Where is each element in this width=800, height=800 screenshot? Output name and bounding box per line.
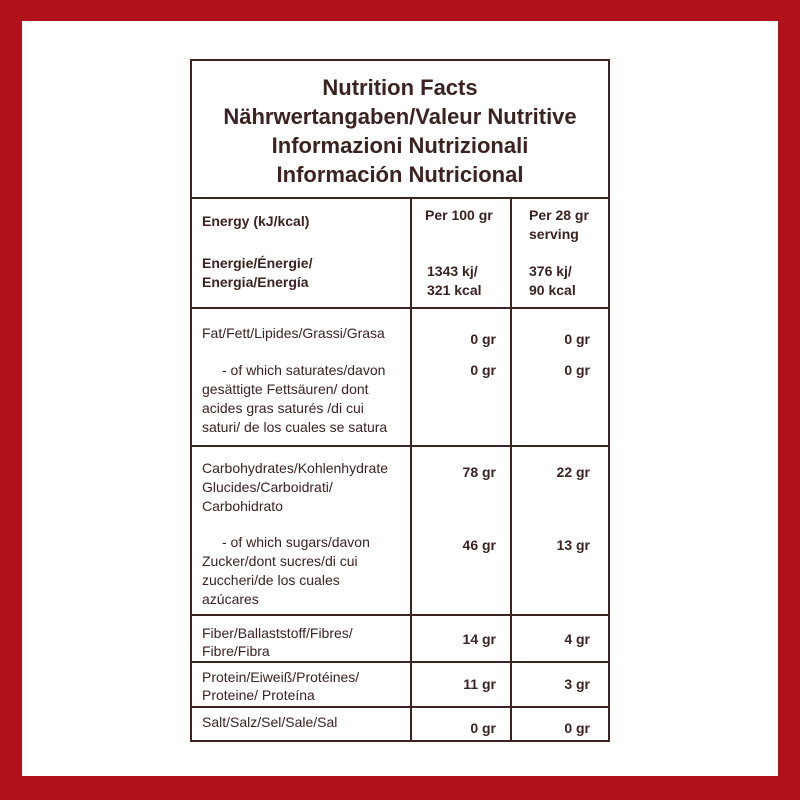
- sugars-label-4: azúcares: [202, 591, 259, 607]
- per28-kcal: 90 kcal: [529, 282, 576, 298]
- carbs-per100: 78 gr: [462, 464, 496, 480]
- column-divider-1: [410, 197, 412, 740]
- saturates-label-1: - of which saturates/davon: [222, 362, 386, 378]
- energy-multilang-1: Energie/Énergie/: [202, 255, 313, 271]
- protein-label-2: Proteine/ Proteína: [202, 687, 315, 703]
- fat-label: Fat/Fett/Lipides/Grassi/Grasa: [202, 325, 385, 341]
- saturates-label-2: gesättigte Fettsäuren/ dont: [202, 381, 369, 397]
- fiber-per28: 4 gr: [564, 631, 590, 647]
- carbs-label-1: Carbohydrates/Kohlenhydrate: [202, 460, 389, 476]
- per28-header-2: serving: [529, 226, 579, 242]
- divider-fiber: [192, 661, 608, 663]
- protein-per100: 11 gr: [463, 676, 496, 692]
- title-spanish: Información Nutricional: [276, 162, 524, 187]
- nutrition-facts-label: [190, 59, 610, 742]
- sugars-label-3: zuccheri/de los cuales: [202, 572, 340, 588]
- energy-label: Energy (kJ/kcal): [202, 213, 310, 229]
- protein-per28: 3 gr: [564, 676, 590, 692]
- saturates-per28: 0 gr: [564, 362, 590, 378]
- per100-kcal: 321 kcal: [427, 282, 482, 298]
- salt-label: Salt/Salz/Sel/Sale/Sal: [202, 714, 338, 730]
- per28-kj: 376 kj/: [529, 263, 572, 279]
- sugars-label-1: - of which sugars/davon: [222, 534, 370, 550]
- sugars-per100: 46 gr: [462, 537, 496, 553]
- fiber-label-2: Fibre/Fibra: [202, 643, 270, 659]
- divider-energy: [192, 307, 608, 309]
- saturates-label-4: saturi/ de los cuales se satura: [202, 419, 388, 435]
- carbs-label-2: Glucides/Carboidrati/: [202, 479, 333, 495]
- salt-per28: 0 gr: [564, 720, 590, 736]
- fiber-label-1: Fiber/Ballaststoff/Fibres/: [202, 625, 353, 641]
- fat-per100: 0 gr: [470, 331, 496, 347]
- saturates-label-3: acides gras saturés /di cui: [202, 400, 364, 416]
- title-italian: Informazioni Nutrizionali: [271, 133, 529, 158]
- saturates-per100: 0 gr: [470, 362, 496, 378]
- fat-per28: 0 gr: [564, 331, 590, 347]
- per28-header-1: Per 28 gr: [529, 207, 589, 223]
- divider-carbs: [192, 614, 608, 616]
- per100-kj: 1343 kj/: [427, 263, 478, 279]
- carbs-label-3: Carbohidrato: [202, 498, 283, 514]
- sugars-per28: 13 gr: [556, 537, 590, 553]
- per100-header: Per 100 gr: [425, 207, 493, 223]
- divider-title: [192, 197, 608, 199]
- protein-label-1: Protein/Eiweiß/Protéines/: [202, 669, 360, 685]
- column-divider-2: [510, 197, 512, 740]
- divider-protein: [192, 706, 608, 708]
- carbs-per28: 22 gr: [556, 464, 590, 480]
- energy-multilang-2: Energia/Energía: [202, 274, 309, 290]
- divider-fat: [192, 445, 608, 447]
- sugars-label-2: Zucker/dont sucres/di cui: [202, 553, 358, 569]
- salt-per100: 0 gr: [470, 720, 496, 736]
- fiber-per100: 14 gr: [462, 631, 496, 647]
- title-english: Nutrition Facts: [322, 75, 478, 100]
- label-title: [192, 73, 608, 189]
- title-german-french: Nährwertangaben/Valeur Nutritive: [223, 104, 577, 129]
